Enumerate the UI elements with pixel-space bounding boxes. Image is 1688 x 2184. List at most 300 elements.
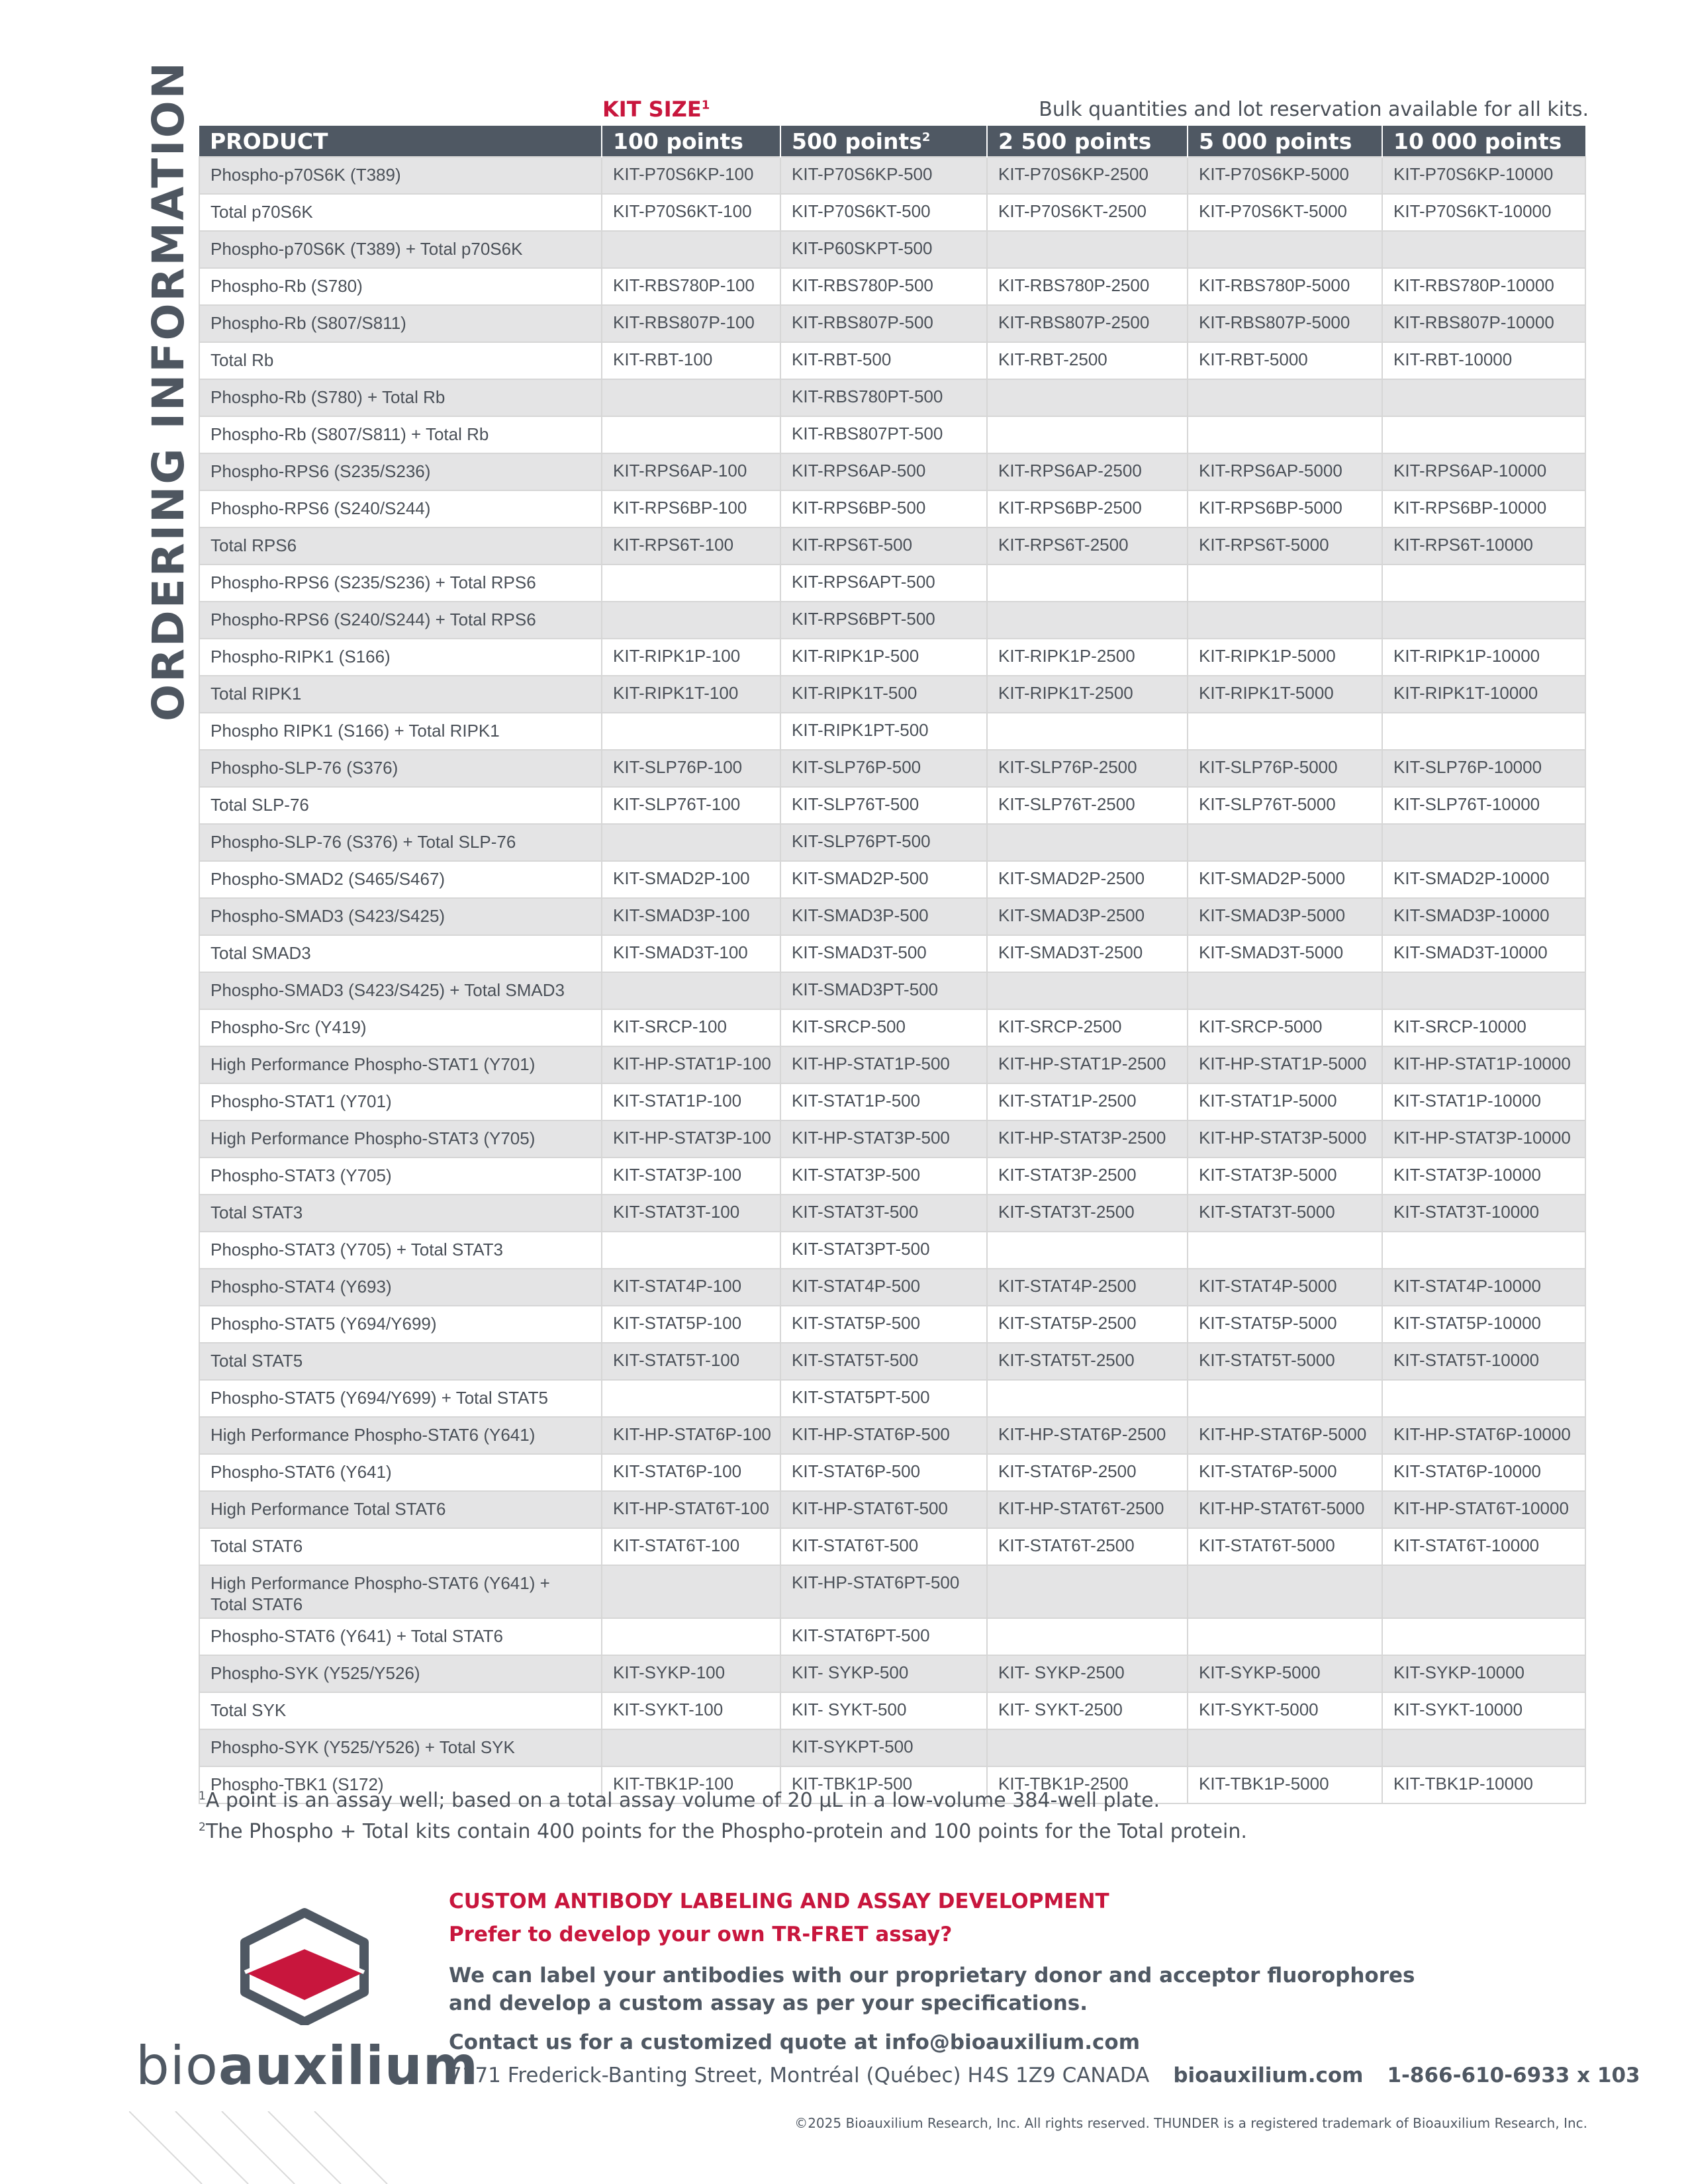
catalog-number-cell: KIT-RBS780P-5000 (1188, 268, 1382, 305)
catalog-number-cell: KIT-STAT5P-10000 (1382, 1306, 1585, 1343)
catalog-number-cell: KIT-HP-STAT3P-5000 (1188, 1120, 1382, 1158)
catalog-number-cell: KIT-RBS780P-10000 (1382, 268, 1585, 305)
table-row (199, 824, 1585, 861)
catalog-number-cell: KIT-SLP76P-100 (602, 750, 780, 787)
column-header: PRODUCT (199, 126, 602, 157)
promo-body: We can label your antibodies with our proprietary donor and acceptor fluorophores and develop a custom assay as per your specifications. (449, 1964, 1415, 2015)
table-row (199, 750, 1585, 787)
catalog-number-cell: KIT-SMAD3P-2500 (987, 898, 1188, 935)
catalog-number-cell: KIT-STAT3T-100 (602, 1195, 780, 1232)
catalog-number-cell (987, 379, 1188, 416)
table-row (199, 194, 1585, 231)
catalog-number-cell (987, 1380, 1188, 1417)
catalog-number-cell (1382, 1729, 1585, 1766)
catalog-number-cell: KIT-P70S6KT-5000 (1188, 194, 1382, 231)
table-row (199, 453, 1585, 490)
catalog-number-cell: KIT-SMAD3P-10000 (1382, 898, 1585, 935)
catalog-number-cell: KIT-HP-STAT1P-10000 (1382, 1046, 1585, 1083)
catalog-number-cell: KIT-RIPK1T-5000 (1188, 676, 1382, 713)
ordering-table (199, 126, 1586, 1804)
catalog-number-cell (1188, 1729, 1382, 1766)
product-cell: Phospho-SYK (Y525/Y526) (199, 1655, 602, 1692)
catalog-number-cell: KIT-HP-STAT6P-100 (602, 1417, 780, 1454)
catalog-number-cell: KIT-SLP76P-5000 (1188, 750, 1382, 787)
catalog-number-cell: KIT-SRCP-500 (780, 1009, 987, 1046)
catalog-number-cell: KIT-STAT5T-500 (780, 1343, 987, 1380)
catalog-number-cell: KIT-RBT-500 (780, 342, 987, 379)
catalog-number-cell: KIT-STAT6T-500 (780, 1528, 987, 1565)
catalog-number-cell: KIT- SYKT-500 (780, 1692, 987, 1729)
catalog-number-cell (602, 1232, 780, 1269)
catalog-number-cell: KIT-HP-STAT1P-500 (780, 1046, 987, 1083)
catalog-number-cell: KIT-STAT6T-2500 (987, 1528, 1188, 1565)
catalog-number-cell: KIT-STAT1P-5000 (1188, 1083, 1382, 1120)
product-cell: High Performance Total STAT6 (199, 1491, 602, 1528)
catalog-number-cell: KIT-TBK1P-500 (780, 1766, 987, 1803)
catalog-number-cell: KIT-STAT5T-10000 (1382, 1343, 1585, 1380)
table-row (199, 342, 1585, 379)
table-row (199, 935, 1585, 972)
table-row (199, 490, 1585, 527)
catalog-number-cell (987, 231, 1188, 268)
product-cell: Phospho-STAT3 (Y705) + Total STAT3 (199, 1232, 602, 1269)
catalog-number-cell: KIT-SYKT-100 (602, 1692, 780, 1729)
catalog-number-cell: KIT-RPS6T-5000 (1188, 527, 1382, 565)
product-cell: Phospho-SMAD2 (S465/S467) (199, 861, 602, 898)
table-row (199, 1158, 1585, 1195)
catalog-number-cell: KIT-STAT5P-100 (602, 1306, 780, 1343)
catalog-number-cell: KIT-P70S6KP-500 (780, 157, 987, 194)
table-row (199, 1306, 1585, 1343)
catalog-number-cell: KIT-SRCP-5000 (1188, 1009, 1382, 1046)
phone-number: 1-866-610-6933 x 103 (1387, 2064, 1640, 2087)
product-cell: Phospho-SLP-76 (S376) (199, 750, 602, 787)
table-row (199, 1454, 1585, 1491)
catalog-number-cell: KIT-SLP76T-100 (602, 787, 780, 824)
catalog-number-cell (602, 824, 780, 861)
catalog-number-cell (1188, 379, 1382, 416)
table-row (199, 416, 1585, 453)
catalog-number-cell: KIT-P70S6KT-100 (602, 194, 780, 231)
table-header-row (199, 126, 1585, 157)
catalog-number-cell: KIT-SMAD3T-500 (780, 935, 987, 972)
catalog-number-cell (602, 565, 780, 602)
catalog-number-cell: KIT-SMAD3T-5000 (1188, 935, 1382, 972)
product-cell: Phospho-STAT5 (Y694/Y699) + Total STAT5 (199, 1380, 602, 1417)
promo-contact: Contact us for a customized quote at info@bioauxilium.com (449, 2030, 1141, 2054)
catalog-number-cell: KIT-RIPK1T-100 (602, 676, 780, 713)
table-row (199, 898, 1585, 935)
catalog-number-cell (987, 713, 1188, 750)
table-row (199, 1232, 1585, 1269)
column-header: 10 000 points (1382, 126, 1585, 157)
product-cell: Phospho-p70S6K (T389) (199, 157, 602, 194)
table-row (199, 268, 1585, 305)
catalog-number-cell: KIT-HP-STAT6T-10000 (1382, 1491, 1585, 1528)
catalog-number-cell: KIT-STAT3P-5000 (1188, 1158, 1382, 1195)
table-row (199, 713, 1585, 750)
catalog-number-cell: KIT-RBT-2500 (987, 342, 1188, 379)
catalog-number-cell: KIT-STAT6P-5000 (1188, 1454, 1382, 1491)
catalog-number-cell: KIT-RIPK1P-100 (602, 639, 780, 676)
catalog-number-cell: KIT-SMAD3P-500 (780, 898, 987, 935)
catalog-number-cell (1382, 379, 1585, 416)
catalog-number-cell (1382, 1232, 1585, 1269)
catalog-number-cell: KIT-HP-STAT6P-500 (780, 1417, 987, 1454)
catalog-number-cell: KIT-SMAD3P-5000 (1188, 898, 1382, 935)
catalog-number-cell: KIT-STAT6P-10000 (1382, 1454, 1585, 1491)
catalog-number-cell (1188, 1232, 1382, 1269)
catalog-number-cell (602, 972, 780, 1009)
catalog-number-cell: KIT-SYKP-5000 (1188, 1655, 1382, 1692)
catalog-number-cell: KIT-STAT5PT-500 (780, 1380, 987, 1417)
catalog-number-cell: KIT-STAT5P-5000 (1188, 1306, 1382, 1343)
catalog-number-cell: KIT-RPS6BP-100 (602, 490, 780, 527)
catalog-number-cell: KIT-SMAD2P-100 (602, 861, 780, 898)
product-cell: Phospho-Rb (S807/S811) (199, 305, 602, 342)
catalog-number-cell: KIT-P70S6KP-2500 (987, 157, 1188, 194)
catalog-number-cell: KIT-STAT4P-5000 (1188, 1269, 1382, 1306)
copyright: ©2025 Bioauxilium Research, Inc. All rights reserved. THUNDER is a registered trademark of Bioauxilium Research, Inc. (794, 2115, 1587, 2131)
table-row (199, 1565, 1585, 1618)
catalog-number-cell (1188, 416, 1382, 453)
catalog-number-cell: KIT-SMAD2P-2500 (987, 861, 1188, 898)
catalog-number-cell: KIT-P70S6KP-5000 (1188, 157, 1382, 194)
catalog-number-cell: KIT-SMAD2P-5000 (1188, 861, 1382, 898)
catalog-number-cell: KIT-RPS6AP-5000 (1188, 453, 1382, 490)
catalog-number-cell: KIT-STAT5T-100 (602, 1343, 780, 1380)
catalog-number-cell: KIT-HP-STAT6T-5000 (1188, 1491, 1382, 1528)
catalog-number-cell (1382, 416, 1585, 453)
catalog-number-cell: KIT-SLP76P-500 (780, 750, 987, 787)
catalog-number-cell: KIT-HP-STAT3P-2500 (987, 1120, 1188, 1158)
catalog-number-cell: KIT-HP-STAT3P-10000 (1382, 1120, 1585, 1158)
catalog-number-cell (987, 1729, 1188, 1766)
table-row (199, 972, 1585, 1009)
product-cell: Total STAT6 (199, 1528, 602, 1565)
catalog-number-cell: KIT-RPS6AP-100 (602, 453, 780, 490)
catalog-number-cell: KIT-RBT-100 (602, 342, 780, 379)
table-row (199, 639, 1585, 676)
footnotes (199, 1783, 1247, 1845)
catalog-number-cell: KIT-RPS6BP-10000 (1382, 490, 1585, 527)
catalog-number-cell: KIT-SRCP-10000 (1382, 1009, 1585, 1046)
table-row (199, 602, 1585, 639)
catalog-number-cell: KIT-STAT3T-10000 (1382, 1195, 1585, 1232)
catalog-number-cell: KIT-RBS807P-500 (780, 305, 987, 342)
catalog-number-cell: KIT-HP-STAT1P-5000 (1188, 1046, 1382, 1083)
catalog-number-cell: KIT-STAT5T-5000 (1188, 1343, 1382, 1380)
catalog-number-cell: KIT-STAT3P-100 (602, 1158, 780, 1195)
catalog-number-cell: KIT-SRCP-100 (602, 1009, 780, 1046)
table-row (199, 157, 1585, 194)
product-cell: Phospho-Src (Y419) (199, 1009, 602, 1046)
catalog-number-cell: KIT-RBT-10000 (1382, 342, 1585, 379)
catalog-number-cell: KIT-RIPK1P-2500 (987, 639, 1188, 676)
website-link[interactable]: bioauxilium.com (1173, 2064, 1364, 2087)
catalog-number-cell: KIT-STAT6PT-500 (780, 1618, 987, 1655)
product-cell: Phospho-p70S6K (T389) + Total p70S6K (199, 231, 602, 268)
catalog-number-cell: KIT-STAT3T-2500 (987, 1195, 1188, 1232)
table-row (199, 1195, 1585, 1232)
catalog-number-cell: KIT-STAT3P-500 (780, 1158, 987, 1195)
catalog-number-cell: KIT-SLP76T-2500 (987, 787, 1188, 824)
catalog-number-cell (1188, 1380, 1382, 1417)
catalog-number-cell: KIT-RPS6T-2500 (987, 527, 1188, 565)
catalog-number-cell: KIT-STAT1P-2500 (987, 1083, 1188, 1120)
product-cell: High Performance Phospho-STAT6 (Y641) (199, 1417, 602, 1454)
catalog-number-cell (602, 379, 780, 416)
product-cell: Phospho-STAT5 (Y694/Y699) (199, 1306, 602, 1343)
catalog-number-cell: KIT-RPS6BP-5000 (1188, 490, 1382, 527)
catalog-number-cell (1382, 602, 1585, 639)
catalog-number-cell: KIT-RIPK1T-2500 (987, 676, 1188, 713)
promo-heading: CUSTOM ANTIBODY LABELING AND ASSAY DEVELOPMENT (449, 1889, 1109, 1913)
product-cell: Phospho-SYK (Y525/Y526) + Total SYK (199, 1729, 602, 1766)
catalog-number-cell: KIT-RBT-5000 (1188, 342, 1382, 379)
catalog-number-cell (987, 416, 1188, 453)
product-cell: Phospho-Rb (S807/S811) + Total Rb (199, 416, 602, 453)
catalog-number-cell: KIT-STAT5T-2500 (987, 1343, 1188, 1380)
catalog-number-cell (602, 602, 780, 639)
catalog-number-cell: KIT-SYKP-10000 (1382, 1655, 1585, 1692)
catalog-number-cell: KIT-RIPK1T-10000 (1382, 676, 1585, 713)
catalog-number-cell (987, 1618, 1188, 1655)
catalog-number-cell (602, 1380, 780, 1417)
catalog-number-cell (602, 1729, 780, 1766)
product-cell: Phospho-TBK1 (S172) (199, 1766, 602, 1803)
catalog-number-cell (987, 824, 1188, 861)
column-header: 100 points (602, 126, 780, 157)
catalog-number-cell: KIT-STAT4P-10000 (1382, 1269, 1585, 1306)
table-row (199, 379, 1585, 416)
product-cell: Phospho-Rb (S780) + Total Rb (199, 379, 602, 416)
catalog-number-cell (1188, 824, 1382, 861)
catalog-number-cell: KIT-STAT1P-100 (602, 1083, 780, 1120)
catalog-number-cell: KIT-RPS6AP-500 (780, 453, 987, 490)
catalog-number-cell (1188, 565, 1382, 602)
catalog-number-cell: KIT-RBS780PT-500 (780, 379, 987, 416)
catalog-number-cell: KIT-TBK1P-100 (602, 1766, 780, 1803)
table-row (199, 1120, 1585, 1158)
catalog-number-cell: KIT-RIPK1P-5000 (1188, 639, 1382, 676)
catalog-number-cell: KIT-P70S6KT-500 (780, 194, 987, 231)
product-cell: Phospho-RPS6 (S235/S236) (199, 453, 602, 490)
catalog-number-cell (1188, 972, 1382, 1009)
catalog-number-cell (987, 1565, 1188, 1618)
catalog-number-cell: KIT-SYKP-100 (602, 1655, 780, 1692)
column-header: 2 500 points (987, 126, 1188, 157)
catalog-number-cell (1382, 972, 1585, 1009)
table-row (199, 1009, 1585, 1046)
catalog-number-cell: KIT-HP-STAT6PT-500 (780, 1565, 987, 1618)
catalog-number-cell: KIT-HP-STAT6P-10000 (1382, 1417, 1585, 1454)
product-cell: High Performance Phospho-STAT3 (Y705) (199, 1120, 602, 1158)
catalog-number-cell: KIT-RPS6BP-500 (780, 490, 987, 527)
product-cell: Phospho-SMAD3 (S423/S425) + Total SMAD3 (199, 972, 602, 1009)
catalog-number-cell (987, 972, 1188, 1009)
catalog-number-cell: KIT-RPS6T-10000 (1382, 527, 1585, 565)
catalog-number-cell (602, 1618, 780, 1655)
product-cell: Phospho-RPS6 (S240/S244) + Total RPS6 (199, 602, 602, 639)
catalog-number-cell: KIT-SLP76T-10000 (1382, 787, 1585, 824)
bulk-note: Bulk quantities and lot reservation available for all kits. (1039, 98, 1589, 121)
catalog-number-cell: KIT-STAT6T-5000 (1188, 1528, 1382, 1565)
table-row (199, 1528, 1585, 1565)
catalog-number-cell (602, 416, 780, 453)
catalog-number-cell: KIT-HP-STAT6T-500 (780, 1491, 987, 1528)
table-row (199, 787, 1585, 824)
catalog-number-cell: KIT-RBS807P-2500 (987, 305, 1188, 342)
catalog-number-cell: KIT-HP-STAT1P-2500 (987, 1046, 1188, 1083)
catalog-number-cell (1382, 231, 1585, 268)
side-title-text: ORDERING INFORMATION (143, 60, 194, 721)
catalog-number-cell: KIT-HP-STAT3P-100 (602, 1120, 780, 1158)
catalog-number-cell: KIT-SMAD3T-10000 (1382, 935, 1585, 972)
catalog-number-cell (987, 1232, 1188, 1269)
product-cell: Phospho-STAT4 (Y693) (199, 1269, 602, 1306)
product-cell: Phospho-STAT3 (Y705) (199, 1158, 602, 1195)
catalog-number-cell: KIT-RPS6BP-2500 (987, 490, 1188, 527)
catalog-number-cell (1382, 565, 1585, 602)
catalog-number-cell: KIT-SLP76P-2500 (987, 750, 1188, 787)
product-cell: Phospho-RPS6 (S240/S244) (199, 490, 602, 527)
catalog-number-cell: KIT-SMAD2P-10000 (1382, 861, 1585, 898)
catalog-number-cell: KIT-TBK1P-10000 (1382, 1766, 1585, 1803)
decorative-hatch (129, 2111, 460, 2184)
catalog-number-cell (1188, 1618, 1382, 1655)
product-cell: Total SYK (199, 1692, 602, 1729)
product-cell: Total Rb (199, 342, 602, 379)
catalog-number-cell: KIT-RBS780P-500 (780, 268, 987, 305)
kit-size-label: KIT SIZE$^1$ (602, 97, 710, 122)
table-row (199, 527, 1585, 565)
catalog-number-cell: KIT-STAT6P-100 (602, 1454, 780, 1491)
catalog-number-cell: KIT-STAT3P-10000 (1382, 1158, 1585, 1195)
column-header: 5 000 points (1188, 126, 1382, 157)
table-row (199, 1380, 1585, 1417)
table-row (199, 565, 1585, 602)
catalog-number-cell (602, 713, 780, 750)
catalog-number-cell: KIT-SLP76T-500 (780, 787, 987, 824)
catalog-number-cell (1382, 1618, 1585, 1655)
product-cell: Phospho-Rb (S780) (199, 268, 602, 305)
product-cell: Phospho-SLP-76 (S376) + Total SLP-76 (199, 824, 602, 861)
catalog-number-cell: KIT-HP-STAT6P-2500 (987, 1417, 1188, 1454)
table-row (199, 1491, 1585, 1528)
catalog-number-cell: KIT-STAT1P-500 (780, 1083, 987, 1120)
catalog-number-cell: KIT-RBS780P-100 (602, 268, 780, 305)
catalog-number-cell: KIT-RBS807P-100 (602, 305, 780, 342)
catalog-number-cell: KIT-STAT3T-500 (780, 1195, 987, 1232)
catalog-number-cell (1188, 231, 1382, 268)
catalog-number-cell: KIT- SYKP-500 (780, 1655, 987, 1692)
catalog-number-cell: KIT-SMAD3P-100 (602, 898, 780, 935)
catalog-number-cell: KIT-RBS780P-2500 (987, 268, 1188, 305)
table-row (199, 1343, 1585, 1380)
catalog-number-cell: KIT-RPS6AP-10000 (1382, 453, 1585, 490)
catalog-number-cell: KIT-STAT4P-500 (780, 1269, 987, 1306)
catalog-number-cell: KIT-RBS807P-5000 (1188, 305, 1382, 342)
product-cell: Phospho-STAT6 (Y641) + Total STAT6 (199, 1618, 602, 1655)
table-row (199, 1083, 1585, 1120)
catalog-number-cell: KIT-SYKT-5000 (1188, 1692, 1382, 1729)
catalog-number-cell: KIT- SYKT-2500 (987, 1692, 1188, 1729)
catalog-number-cell (1382, 1380, 1585, 1417)
catalog-number-cell: KIT-STAT4P-2500 (987, 1269, 1188, 1306)
catalog-number-cell: KIT-SMAD3T-100 (602, 935, 780, 972)
catalog-number-cell (1188, 602, 1382, 639)
catalog-number-cell: KIT-P60SKPT-500 (780, 231, 987, 268)
catalog-number-cell: KIT-RIPK1P-10000 (1382, 639, 1585, 676)
catalog-number-cell: KIT-RIPK1P-500 (780, 639, 987, 676)
product-cell: High Performance Phospho-STAT6 (Y641) + Total STAT6 (199, 1565, 602, 1618)
catalog-number-cell: KIT-RIPK1T-500 (780, 676, 987, 713)
product-cell: Total p70S6K (199, 194, 602, 231)
table-row (199, 1692, 1585, 1729)
catalog-number-cell: KIT-RBS807PT-500 (780, 416, 987, 453)
catalog-number-cell: KIT-STAT5P-2500 (987, 1306, 1188, 1343)
catalog-number-cell: KIT-SLP76PT-500 (780, 824, 987, 861)
catalog-number-cell: KIT-P70S6KP-100 (602, 157, 780, 194)
catalog-number-cell: KIT-SYKPT-500 (780, 1729, 987, 1766)
catalog-number-cell: KIT- SYKP-2500 (987, 1655, 1188, 1692)
catalog-number-cell (602, 231, 780, 268)
catalog-number-cell: KIT-SRCP-2500 (987, 1009, 1188, 1046)
catalog-number-cell: KIT-P70S6KT-10000 (1382, 194, 1585, 231)
table-row (199, 1655, 1585, 1692)
footnote-2: $^2$The Phospho + Total kits contain 400 points for the Phospho-protein and 100 points for the Total protein. (199, 1820, 1247, 1843)
catalog-number-cell: KIT-STAT5P-500 (780, 1306, 987, 1343)
product-cell: Phospho-RIPK1 (S166) (199, 639, 602, 676)
catalog-number-cell (602, 1565, 780, 1618)
catalog-number-cell (987, 565, 1188, 602)
table-body (199, 157, 1585, 1803)
table-row (199, 231, 1585, 268)
brand-wordmark: bioauxilium (136, 2035, 479, 2097)
catalog-number-cell: KIT-SMAD2P-500 (780, 861, 987, 898)
table-row (199, 676, 1585, 713)
column-header: 500 points$^2$ (780, 126, 987, 157)
catalog-number-cell: KIT-RIPK1PT-500 (780, 713, 987, 750)
product-cell: Total STAT3 (199, 1195, 602, 1232)
promo-block (449, 1885, 1415, 2060)
product-cell: Phospho RIPK1 (S166) + Total RIPK1 (199, 713, 602, 750)
catalog-number-cell: KIT-HP-STAT1P-100 (602, 1046, 780, 1083)
catalog-number-cell: KIT-SLP76P-10000 (1382, 750, 1585, 787)
catalog-number-cell: KIT-RPS6BPT-500 (780, 602, 987, 639)
catalog-number-cell: KIT-STAT6P-2500 (987, 1454, 1188, 1491)
table-row (199, 1618, 1585, 1655)
product-cell: Phospho-RPS6 (S235/S236) + Total RPS6 (199, 565, 602, 602)
table-row (199, 861, 1585, 898)
address-line (449, 2064, 1640, 2087)
catalog-number-cell: KIT-SLP76T-5000 (1188, 787, 1382, 824)
product-cell: Total STAT5 (199, 1343, 602, 1380)
footnote-1: $^1$A point is an assay well; based on a total assay volume of 20 µL in a low-volume 384-well plate. (199, 1789, 1160, 1812)
catalog-number-cell: KIT-RPS6T-100 (602, 527, 780, 565)
catalog-number-cell: KIT-HP-STAT6T-2500 (987, 1491, 1188, 1528)
catalog-number-cell: KIT-STAT6T-100 (602, 1528, 780, 1565)
catalog-number-cell (1188, 713, 1382, 750)
catalog-number-cell (1382, 1565, 1585, 1618)
catalog-number-cell: KIT-RPS6T-500 (780, 527, 987, 565)
table-row (199, 1417, 1585, 1454)
product-cell: Phospho-SMAD3 (S423/S425) (199, 898, 602, 935)
email-link[interactable]: info@bioauxilium.com (884, 2030, 1141, 2054)
catalog-number-cell: KIT-STAT6P-500 (780, 1454, 987, 1491)
product-cell: Total RIPK1 (199, 676, 602, 713)
